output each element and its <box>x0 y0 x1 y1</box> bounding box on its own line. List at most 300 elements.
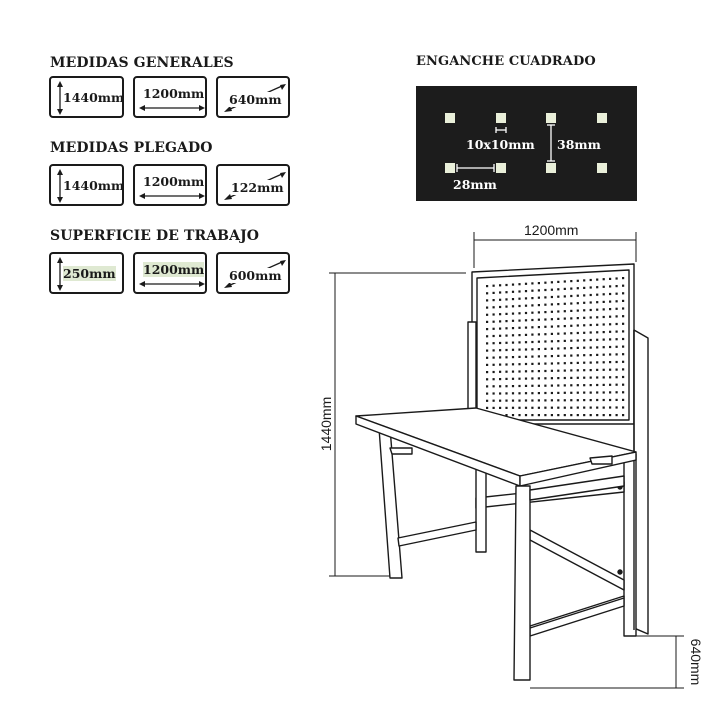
pegboard-hole <box>518 305 520 307</box>
pegboard-hole <box>557 362 559 364</box>
pegboard-hole <box>570 369 572 371</box>
pegboard-hole <box>616 285 618 287</box>
pegboard-hole <box>512 371 514 373</box>
pegboard-hole <box>544 340 546 342</box>
pegboard-hole <box>590 369 592 371</box>
pegboard-hole <box>577 354 579 356</box>
pegboard-hole <box>603 293 605 295</box>
pegboard-hole <box>493 407 495 409</box>
pegboard-hole <box>486 350 488 352</box>
pegboard-hole <box>551 385 553 387</box>
pegboard-hole <box>505 327 507 329</box>
pegboard-hole <box>551 407 553 409</box>
pegboard-hole <box>570 325 572 327</box>
pegboard-hole <box>493 328 495 330</box>
pegboard-hole <box>544 385 546 387</box>
pegboard-hole <box>596 354 598 356</box>
pegboard-hole <box>544 333 546 335</box>
pegboard-hole <box>551 281 553 283</box>
pegboard-hole <box>551 333 553 335</box>
pegboard-hole <box>518 283 520 285</box>
pegboard-hole <box>499 342 501 344</box>
pegboard-hole <box>616 346 618 348</box>
pegboard-hole <box>525 356 527 358</box>
pegboard-hole <box>538 289 540 291</box>
pegboard-hole <box>583 309 585 311</box>
pegboard-hole <box>493 313 495 315</box>
pegboard-hole <box>538 407 540 409</box>
pegboard-hole <box>609 323 611 325</box>
pegboard-hole <box>538 348 540 350</box>
pegboard-hole <box>577 347 579 349</box>
pegboard-hole <box>525 392 527 394</box>
back-braces <box>476 482 624 636</box>
pegboard-hole <box>577 317 579 319</box>
pegboard-hole <box>590 392 592 394</box>
pegboard-hole <box>551 348 553 350</box>
pegboard-hole <box>564 362 566 364</box>
pegboard-hole <box>499 407 501 409</box>
pegboard-hole <box>622 292 624 294</box>
pegboard-hole <box>570 414 572 416</box>
pegboard-hole <box>603 384 605 386</box>
pegboard-hole <box>596 316 598 318</box>
pegboard-hole <box>603 286 605 288</box>
pegboard-hole <box>570 347 572 349</box>
pegboard-hole <box>551 340 553 342</box>
pegboard-hole <box>609 278 611 280</box>
pegboard-hole <box>577 384 579 386</box>
pegboard-hole <box>512 305 514 307</box>
hole-size-label: 10x10mm <box>466 137 535 152</box>
pegboard-hole <box>538 399 540 401</box>
pegboard-hole <box>518 341 520 343</box>
pegboard-hole <box>544 326 546 328</box>
pegboard-hole <box>616 353 618 355</box>
pegboard-hole <box>505 335 507 337</box>
pegboard-hole <box>518 320 520 322</box>
pegboard-hole <box>557 310 559 312</box>
pegboard-hole <box>596 369 598 371</box>
pegboard-hole <box>616 391 618 393</box>
pegboard-hole <box>512 298 514 300</box>
pegboard-hole <box>525 305 527 307</box>
hook-title: ENGANCHE CUADRADO <box>416 54 596 69</box>
pegboard-hole <box>596 384 598 386</box>
pegboard-hole <box>551 289 553 291</box>
pegboard-hole <box>557 340 559 342</box>
pegboard-hole <box>544 318 546 320</box>
pegboard-hole <box>538 282 540 284</box>
pegboard-hole <box>609 331 611 333</box>
pegboard-hole <box>603 361 605 363</box>
pegboard-hole <box>622 384 624 386</box>
pegboard-hole <box>486 400 488 402</box>
pegboard-hole <box>493 371 495 373</box>
pegboard-hole <box>564 355 566 357</box>
pegboard-hole <box>590 301 592 303</box>
pegboard-hole <box>596 376 598 378</box>
pegboard-hole <box>486 314 488 316</box>
general-width-value: 1200mm <box>143 86 205 101</box>
pegboard-hole <box>557 325 559 327</box>
pegboard-hole <box>493 357 495 359</box>
pegboard-hole <box>544 304 546 306</box>
pegboard-hole <box>557 370 559 372</box>
vertical-spacing-label: 38mm <box>557 137 601 152</box>
pegboard-hole <box>486 285 488 287</box>
pegboard-hole <box>493 400 495 402</box>
pegboard-hole <box>518 392 520 394</box>
pegboard-hole <box>551 399 553 401</box>
pegboard-hole <box>531 407 533 409</box>
pegboard-hole <box>531 363 533 365</box>
pegboard-hole <box>531 356 533 358</box>
pegboard-hole <box>486 371 488 373</box>
pegboard-hole <box>525 385 527 387</box>
pegboard-hole <box>616 338 618 340</box>
pegboard-hole <box>518 349 520 351</box>
pegboard-hole <box>564 303 566 305</box>
pegboard-hole <box>544 392 546 394</box>
pegboard-hole <box>609 384 611 386</box>
pegboard-hole <box>583 347 585 349</box>
pegboard-hole <box>557 303 559 305</box>
pegboard-hole <box>590 309 592 311</box>
pegboard-hole <box>557 399 559 401</box>
pegboard-hole <box>577 339 579 341</box>
pegboard-hole <box>577 295 579 297</box>
pegboard-hole <box>596 324 598 326</box>
pegboard-hole <box>518 414 520 416</box>
pegboard-hole <box>538 363 540 365</box>
pegboard-hole <box>557 392 559 394</box>
pegboard-hole <box>505 363 507 365</box>
pegboard-hole <box>512 342 514 344</box>
pegboard-hole <box>622 323 624 325</box>
pegboard-hole <box>493 392 495 394</box>
pegboard-hole <box>583 384 585 386</box>
pegboard-hole <box>603 391 605 393</box>
pegboard-hole <box>570 407 572 409</box>
pegboard-hole <box>525 378 527 380</box>
pegboard-hole <box>499 371 501 373</box>
pegboard-hole <box>518 290 520 292</box>
pegboard-hole <box>577 392 579 394</box>
pegboard-hole <box>603 399 605 401</box>
pegboard-hole <box>622 368 624 370</box>
pegboard-hole <box>557 355 559 357</box>
pegboard-hole <box>609 369 611 371</box>
pegboard-hole <box>577 399 579 401</box>
pegboard-hole <box>583 414 585 416</box>
pegboard-hole <box>499 291 501 293</box>
pegboard-hole <box>551 377 553 379</box>
pegboard-hole <box>525 370 527 372</box>
pegboard-hole <box>531 297 533 299</box>
pegboard-hole <box>518 407 520 409</box>
pegboard-hole <box>512 407 514 409</box>
pegboard-hole <box>557 407 559 409</box>
pegboard-hole <box>551 392 553 394</box>
pegboard-hole <box>505 284 507 286</box>
pegboard-hole <box>538 333 540 335</box>
pegboard-hole <box>603 316 605 318</box>
pegboard-hole <box>493 285 495 287</box>
pegboard-hole <box>531 326 533 328</box>
pegboard-hole <box>590 286 592 288</box>
pegboard-hole <box>609 406 611 408</box>
pegboard-hole <box>518 370 520 372</box>
pegboard-hole <box>577 414 579 416</box>
pegboard-hole <box>564 295 566 297</box>
pegboard-hole <box>486 321 488 323</box>
pegboard-hole <box>577 362 579 364</box>
pegboard-hole <box>564 377 566 379</box>
folded-width-value: 1200mm <box>143 174 205 189</box>
pegboard-hole <box>525 312 527 314</box>
pegboard-hole <box>557 333 559 335</box>
pegboard-hole <box>603 323 605 325</box>
pegboard-hole <box>583 324 585 326</box>
pegboard-hole <box>577 332 579 334</box>
pegboard-hole <box>577 324 579 326</box>
pegboard-hole <box>544 355 546 357</box>
pegboard-hole <box>622 361 624 363</box>
pegboard-hole <box>616 315 618 317</box>
pegboard-hole <box>570 399 572 401</box>
pegboard-hole <box>622 391 624 393</box>
pegboard-hole <box>525 319 527 321</box>
pegboard-hole <box>512 334 514 336</box>
pegboard-hole <box>499 378 501 380</box>
pegboard-hole <box>538 297 540 299</box>
pegboard-hole <box>616 399 618 401</box>
pegboard-hole <box>622 315 624 317</box>
pegboard-hole <box>616 384 618 386</box>
pegboard-hole <box>583 339 585 341</box>
pegboard-hole <box>518 298 520 300</box>
pegboard-hole <box>518 378 520 380</box>
pegboard-hole <box>499 400 501 402</box>
pegboard-hole <box>538 377 540 379</box>
pegboard-hole <box>616 293 618 295</box>
pegboard-hole <box>590 316 592 318</box>
pegboard-hole <box>512 291 514 293</box>
pegboard-hole <box>512 392 514 394</box>
pegboard-hole <box>493 335 495 337</box>
pegboard-hole <box>499 284 501 286</box>
pegboard-hole <box>603 301 605 303</box>
work-surface-width-value: 1200mm <box>143 262 205 277</box>
pegboard-hole <box>512 400 514 402</box>
pegboard-hole <box>493 385 495 387</box>
pegboard-hole <box>609 338 611 340</box>
pegboard-hole <box>486 328 488 330</box>
pegboard-hole <box>551 414 553 416</box>
pegboard-hole <box>512 414 514 416</box>
pegboard-hole <box>609 414 611 416</box>
pegboard-hole <box>544 414 546 416</box>
pegboard-hole <box>609 399 611 401</box>
pegboard-hole <box>531 385 533 387</box>
pegboard-hole <box>577 287 579 289</box>
pegboard-hole <box>493 378 495 380</box>
pegboard-hole <box>564 347 566 349</box>
pegboard-hole <box>622 376 624 378</box>
pegboard-hole <box>577 310 579 312</box>
pegboard-hole <box>564 280 566 282</box>
pegboard-hole <box>616 406 618 408</box>
pegboard-hole <box>596 361 598 363</box>
pegboard-hole <box>616 376 618 378</box>
general-height-value: 1440mm <box>63 90 125 105</box>
pegboard-hole <box>577 280 579 282</box>
pegboard-hole <box>486 292 488 294</box>
pegboard-hole <box>603 308 605 310</box>
pegboard-hole <box>499 356 501 358</box>
pegboard-hole <box>512 320 514 322</box>
pegboard-hole <box>564 414 566 416</box>
pegboard-hole <box>622 338 624 340</box>
pegboard-hole <box>622 300 624 302</box>
pegboard-hole <box>486 378 488 380</box>
pegboard-hole <box>609 376 611 378</box>
pegboard-hole <box>596 279 598 281</box>
pegboard-hole <box>590 407 592 409</box>
pegboard-hole <box>590 362 592 364</box>
pegboard-hole <box>570 392 572 394</box>
pegboard-hole <box>583 287 585 289</box>
pegboard-hole <box>564 370 566 372</box>
pegboard-hole <box>622 277 624 279</box>
pegboard-hole <box>551 355 553 357</box>
pegboard-panel <box>472 264 634 424</box>
pegboard-hole <box>570 280 572 282</box>
pegboard-hole <box>596 346 598 348</box>
folded-height-value: 1440mm <box>63 178 125 193</box>
pegboard-hole <box>551 296 553 298</box>
pegboard-hole <box>518 327 520 329</box>
pegboard-hole <box>564 392 566 394</box>
pegboard-hole <box>551 362 553 364</box>
pegboard-hole <box>564 325 566 327</box>
pegboard-hole <box>493 292 495 294</box>
work-surface-height-value: 250mm <box>63 266 116 281</box>
pegboard-hole <box>486 299 488 301</box>
pegboard-hole <box>603 346 605 348</box>
work-surface-depth-value: 600mm <box>229 268 282 283</box>
pegboard-hole <box>557 318 559 320</box>
pegboard-hole <box>616 361 618 363</box>
pegboard-hole <box>525 399 527 401</box>
pegboard-hole <box>583 279 585 281</box>
pegboard-hole <box>557 347 559 349</box>
pegboard-hole <box>583 294 585 296</box>
pegboard-hole <box>590 279 592 281</box>
pegboard-hole <box>583 362 585 364</box>
pegboard-hole <box>609 301 611 303</box>
pegboard-hole <box>603 278 605 280</box>
pegboard-hole <box>564 407 566 409</box>
general-measures-title: MEDIDAS GENERALES <box>50 55 234 71</box>
pegboard-hole <box>564 332 566 334</box>
pegboard-hole <box>538 385 540 387</box>
pegboard-hole <box>499 364 501 366</box>
pegboard-hole <box>551 370 553 372</box>
pegboard-hole <box>570 332 572 334</box>
pegboard-hole <box>596 407 598 409</box>
pegboard-hole <box>531 290 533 292</box>
horizontal-spacing-label: 28mm <box>453 177 497 192</box>
pegboard-hole <box>531 414 533 416</box>
pegboard-hole <box>609 353 611 355</box>
pegboard-hole <box>544 370 546 372</box>
pegboard-hole <box>505 320 507 322</box>
pegboard-hole <box>531 392 533 394</box>
pegboard-hole <box>538 392 540 394</box>
pegboard-hole <box>622 399 624 401</box>
work-surface-title: SUPERFICIE DE TRABAJO <box>50 228 260 244</box>
pegboard-hole <box>486 393 488 395</box>
pegboard-hole <box>609 391 611 393</box>
pegboard-hole <box>603 407 605 409</box>
pegboard-hole <box>570 302 572 304</box>
pegboard-hole <box>609 346 611 348</box>
pegboard-hole <box>486 385 488 387</box>
pegboard-hole <box>505 342 507 344</box>
pegboard-hole <box>505 392 507 394</box>
pegboard-hole <box>583 302 585 304</box>
pegboard-hole <box>564 340 566 342</box>
pegboard-hole <box>544 399 546 401</box>
pegboard-hole <box>525 283 527 285</box>
pegboard-hole <box>525 297 527 299</box>
pegboard-hole <box>577 369 579 371</box>
pegboard-hole <box>538 414 540 416</box>
pegboard-hole <box>499 328 501 330</box>
pegboard-hole <box>499 313 501 315</box>
pegboard-hole <box>590 354 592 356</box>
pegboard-hole <box>590 331 592 333</box>
pegboard-hole <box>505 371 507 373</box>
pegboard-hole <box>544 311 546 313</box>
pegboard-hole <box>622 285 624 287</box>
pegboard-hole <box>518 312 520 314</box>
pegboard-hole <box>544 377 546 379</box>
pegboard-hole <box>603 354 605 356</box>
pegboard-hole <box>505 306 507 308</box>
pegboard-hole <box>512 363 514 365</box>
pegboard-hole <box>531 399 533 401</box>
pegboard-hole <box>590 414 592 416</box>
pegboard-hole <box>557 384 559 386</box>
pegboard-hole <box>493 299 495 301</box>
pegboard-hole <box>512 327 514 329</box>
pegboard-hole <box>596 294 598 296</box>
pegboard-hole <box>603 414 605 416</box>
pegboard-hole <box>577 302 579 304</box>
pegboard-hole <box>557 281 559 283</box>
pegboard-hole <box>622 353 624 355</box>
pegboard-hole <box>531 319 533 321</box>
pegboard-hole <box>531 282 533 284</box>
pegboard-hole <box>525 341 527 343</box>
pegboard-hole <box>570 377 572 379</box>
pegboard-hole <box>609 308 611 310</box>
pegboard-hole <box>609 285 611 287</box>
pegboard-hole <box>570 384 572 386</box>
